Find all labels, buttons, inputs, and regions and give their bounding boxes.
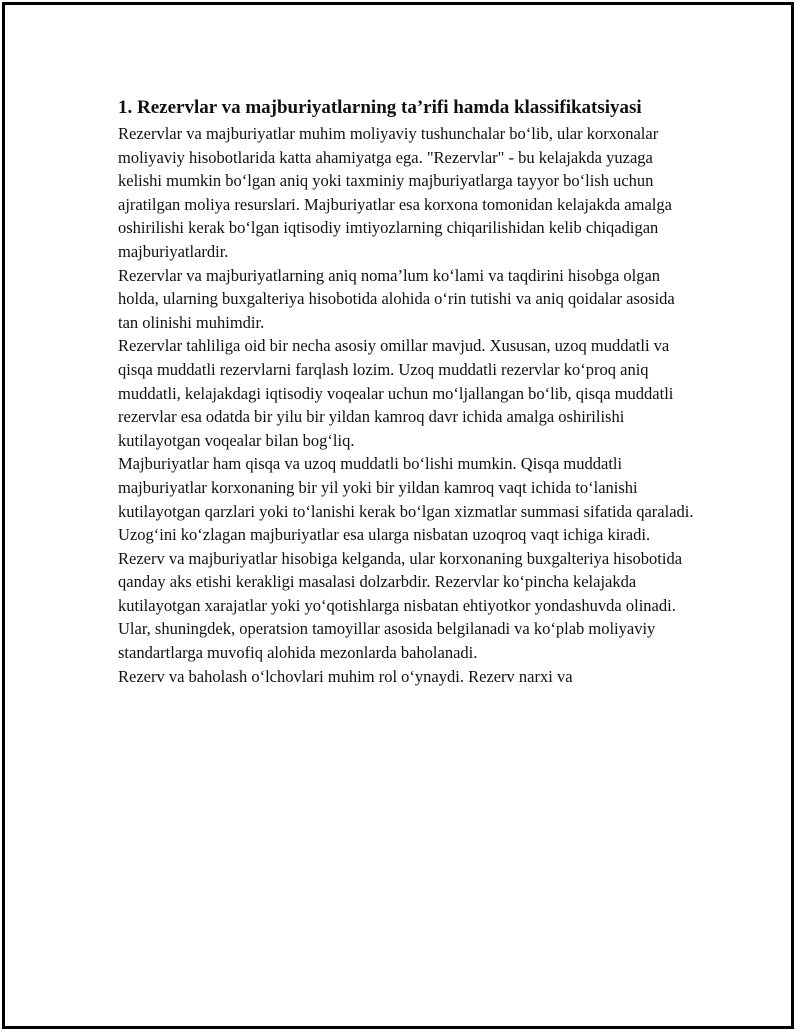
section-heading: 1. Rezervlar va majburiyatlarning ta’rifi hamda klassifikatsiyasi (118, 97, 642, 118)
paragraph-definition: Rezervlar va majburiyatlar muhim moliyaviy tushunchalar bo‘lib, ular korxonalar moliyaviy hisobotlarida katta ahamiyatga ega. "Rezervlar" - bu kelajakda yuzaga kelishi mumkin bo‘lgan aniq yoki taxminiy majburiyatlarga tayyor bo‘lish uchun ajratilgan moliya resurslari. Majburiyatlar esa korxona tomonidan kelajakda amalga oshirilishi kerak bo‘lgan iqtisodiy imtiyozlarning chiqarilishidan kelib chiqadigan majburiyatlardir. (118, 124, 672, 261)
paragraph-valuation: Rezerv va baholash o‘lchovlari muhim rol o‘ynaydi. Rezerv narxi va (118, 666, 573, 686)
paragraph-recognition: Rezervlar va majburiyatlarning aniq noma’lum ko‘lami va taqdirini hisobga olgan holda, ularning buxgalteriya hisobotida alohida o‘rin tutishi va aniq qoidalar asosida tan olinishi muhimdir. (118, 265, 675, 332)
paragraph-accounting: Rezerv va majburiyatlar hisobiga kelganda, ular korxonaning buxgalteriya hisobotida qanday aks etishi kerakligi masalasi dolzarbdir. Rezervlar ko‘pincha kelajakda kutilayotgan xarajatlar yoki yo‘qotishlarga nisbatan ehtiyotkor yondashuvda olinadi. Ular, shuningdek, operatsion tamoyillar asosida belgilanadi va ko‘plab moliyaviy standartlarga muvofiq alohida mezonlarda baholanadi. (118, 548, 683, 663)
paragraph-reserve-analysis: Rezervlar tahliliga oid bir necha asosiy omillar mavjud. Xususan, uzoq muddatli va qisqa muddatli rezervlarni farqlash lozim. Uzoq muddatli rezervlar ko‘proq aniq muddatli, kelajakdagi iqtisodiy voqealar uchun mo‘ljallangan bo‘lib, qisqa muddatli rezervlar esa odatda bir yilu bir yildan kamroq davr ichida amalga oshirilishi kutilayotgan voqealar bilan bog‘liq. (118, 336, 674, 450)
document-body (118, 94, 698, 688)
paragraph-liabilities-term: Majburiyatlar ham qisqa va uzoq muddatli bo‘lishi mumkin. Qisqa muddatli majburiyatlar korxonaning bir yil yoki bir yildan kamroq vaqt ichida to‘lanishi kutilayotgan qarzlari yoki to‘lanishi kerak bo‘lgan xizmatlar summasi sifatida qaraladi. Uzog‘ini ko‘zlagan majburiyatlar esa ularga nisbatan uzoqroq vaqt ichiga kiradi. (118, 454, 694, 545)
